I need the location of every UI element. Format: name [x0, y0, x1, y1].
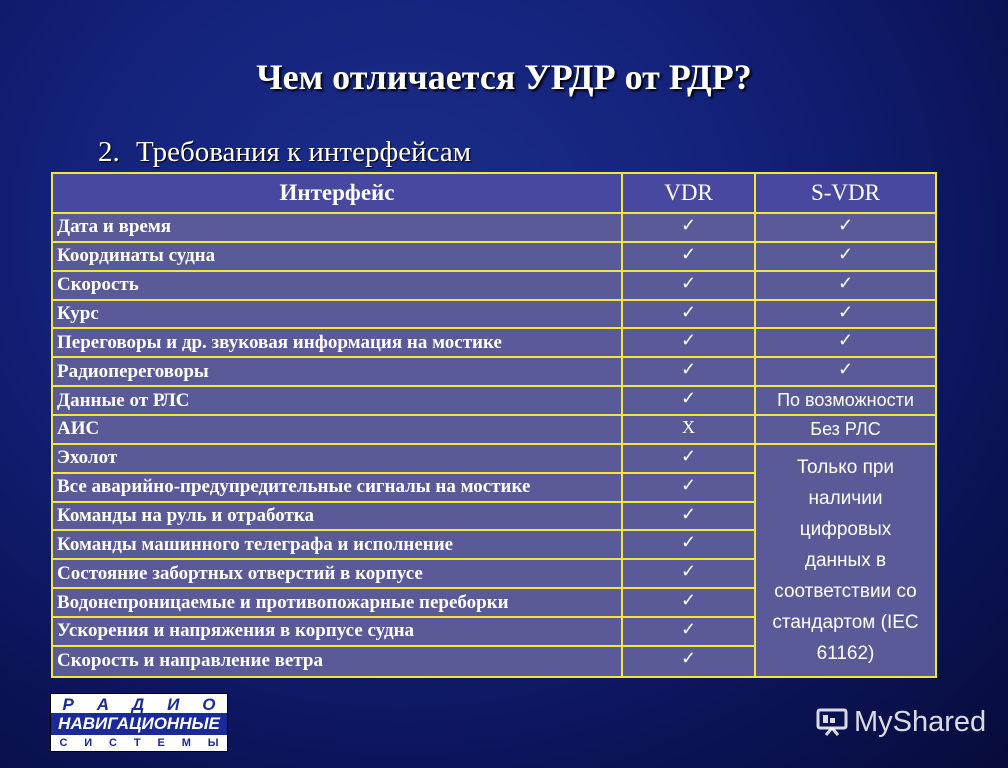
- table-row: [52, 357, 936, 386]
- vdr-cell: ✓: [622, 357, 755, 386]
- header-interface: Интерфейс: [52, 173, 622, 213]
- svdr-cell: ✓: [755, 242, 936, 271]
- slide-subtitle: [98, 136, 471, 169]
- svdr-cell: ✓: [755, 328, 936, 357]
- vdr-cell: ✓: [622, 559, 755, 588]
- interface-name: Курс: [52, 300, 622, 329]
- watermark: [816, 702, 996, 742]
- header-svdr: S-VDR: [755, 173, 936, 213]
- table-row: [52, 415, 936, 444]
- svdr-cell: По возможности: [755, 386, 936, 415]
- interface-name: Эхолот: [52, 444, 622, 473]
- vdr-cell: ✓: [622, 617, 755, 646]
- svdr-cell: ✓: [755, 213, 936, 242]
- interface-name: Координаты судна: [52, 242, 622, 271]
- table-row: [52, 328, 936, 357]
- subtitle-text: Требования к интерфейсам: [136, 136, 472, 168]
- vdr-cell: ✓: [622, 444, 755, 473]
- vdr-cell: ✓: [622, 242, 755, 271]
- svdr-cell: ✓: [755, 357, 936, 386]
- table-row: [52, 300, 936, 329]
- interface-name: АИС: [52, 415, 622, 444]
- interface-name: Радиопереговоры: [52, 357, 622, 386]
- interface-name: Скорость и направление ветра: [52, 646, 622, 677]
- vdr-cell: ✓: [622, 502, 755, 531]
- interface-name: Дата и время: [52, 213, 622, 242]
- company-logo: [50, 693, 228, 752]
- svdr-cell: Без РЛС: [755, 415, 936, 444]
- presentation-icon: [816, 708, 848, 736]
- vdr-cell: Х: [622, 415, 755, 444]
- table-row: [52, 271, 936, 300]
- interface-name: Переговоры и др. звуковая информация на мостике: [52, 328, 622, 357]
- table-row: [52, 213, 936, 242]
- watermark-text: MyShared: [854, 705, 987, 738]
- svdr-cell: ✓: [755, 300, 936, 329]
- vdr-cell: ✓: [622, 588, 755, 617]
- vdr-cell: ✓: [622, 530, 755, 559]
- vdr-cell: ✓: [622, 213, 755, 242]
- interface-name: Данные от РЛС: [52, 386, 622, 415]
- svdr-cell: ✓: [755, 271, 936, 300]
- logo-middle-word: НАВИГАЦИОННЫЕ: [51, 713, 227, 735]
- subtitle-number: 2.: [98, 136, 120, 168]
- logo-bottom-letters: С И С Т Е М Ы: [59, 737, 219, 749]
- table-row: [52, 242, 936, 271]
- interface-name: Все аварийно-предупредительные сигналы на мостике: [52, 473, 622, 502]
- header-vdr: VDR: [622, 173, 755, 213]
- interfaces-table: [51, 172, 937, 678]
- interface-name: Скорость: [52, 271, 622, 300]
- vdr-cell: ✓: [622, 300, 755, 329]
- interface-name: Состояние забортных отверстий в корпусе: [52, 559, 622, 588]
- table-row: [52, 444, 936, 473]
- vdr-cell: ✓: [622, 328, 755, 357]
- interface-name: Команды на руль и отработка: [52, 502, 622, 531]
- table-row: [52, 386, 936, 415]
- table-body: [52, 213, 936, 677]
- vdr-cell: ✓: [622, 386, 755, 415]
- vdr-cell: ✓: [622, 646, 755, 677]
- vdr-cell: ✓: [622, 473, 755, 502]
- slide-title: Чем отличается УРДР от РДР?: [256, 57, 752, 97]
- interface-name: Команды машинного телеграфа и исполнение: [52, 530, 622, 559]
- interface-name: Водонепроницаемые и противопожарные переборки: [52, 588, 622, 617]
- svdr-merged-note: Только при наличии цифровых данных в соответствии со стандартом (IEC 61162): [755, 444, 936, 677]
- table-header-row: [52, 173, 936, 213]
- interface-name: Ускорения и напряжения в корпусе судна: [52, 617, 622, 646]
- vdr-cell: ✓: [622, 271, 755, 300]
- logo-top-letters: Р А Д И О: [62, 694, 216, 714]
